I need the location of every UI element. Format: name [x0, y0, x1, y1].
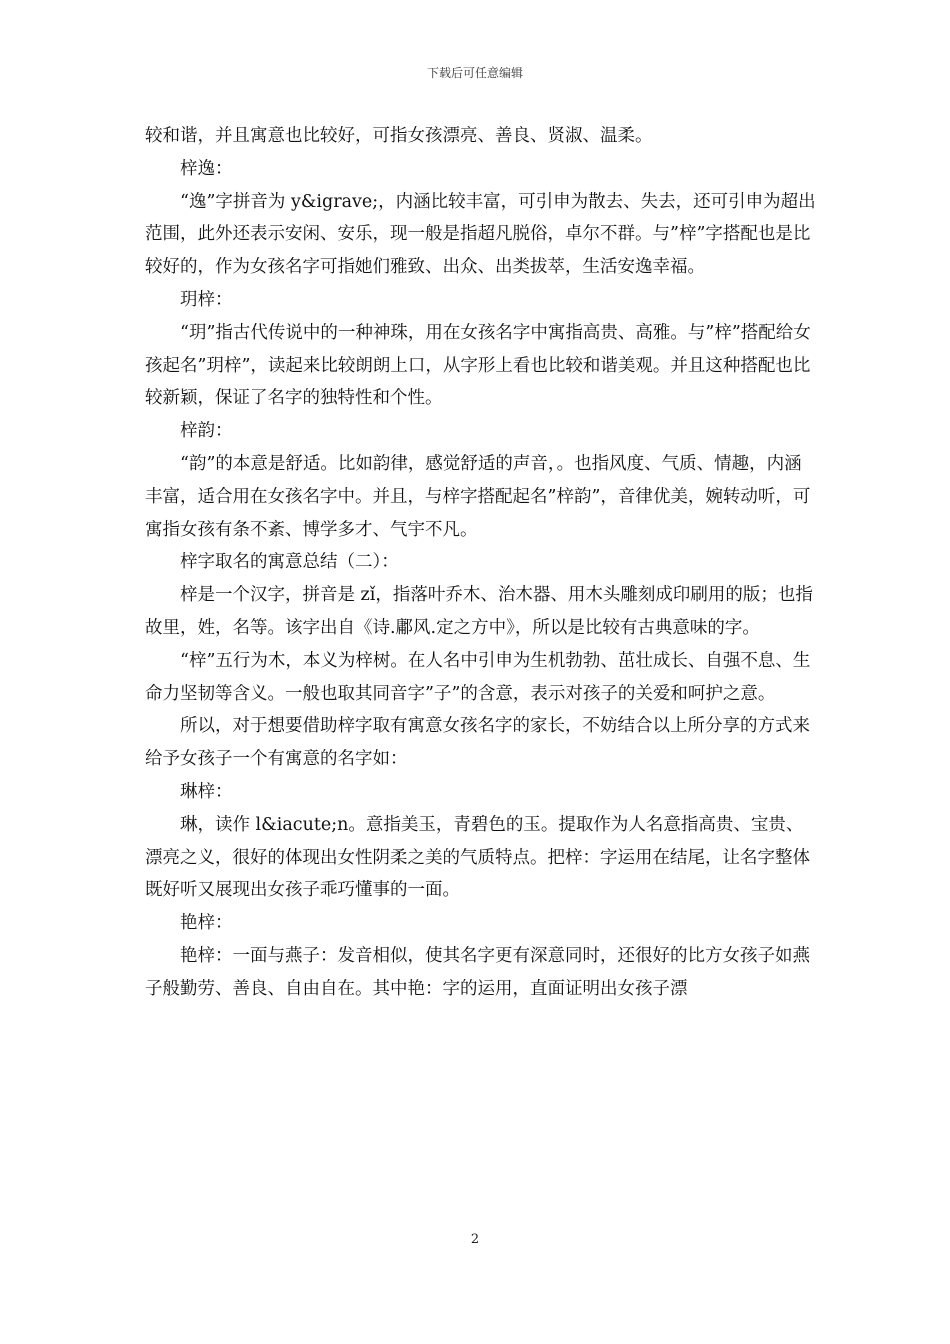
paragraph: “逸”字拼音为 y&igrave;，内涵比较丰富，可引申为散去、失去，还可引申为超出范围，此外还表示安闲、安乐，现一般是指超凡脱俗，卓尔不群。与”梓”字搭配也是比较好的，作为女孩名字可指她们雅致、出众、出类拔萃，生活安逸幸福。 — [145, 191, 816, 278]
section-heading: 梓逸： — [180, 158, 233, 179]
section-heading: 琳梓： — [180, 781, 233, 802]
paragraph: 艳梓：一面与燕子：发音相似，使其名字更有深意同时，还很好的比方女孩子如燕子般勤劳、善良、自由自在。其中艳：字的运用，直面证明出女孩子漂 — [145, 945, 810, 999]
document-body — [145, 120, 817, 1006]
page-header: 下载后可任意编辑 — [426, 66, 523, 80]
paragraph: 琳，读作 l&iacute;n。意指美玉，青碧色的玉。提取作为人名意指高贵、宝贵、漂亮之义，很好的体现出女性阴柔之美的气质特点。把梓：字运用在结尾，让名字整体既好听又展现出女孩子乖巧懂事的一面。 — [145, 814, 810, 901]
section-heading: 艳梓： — [180, 913, 233, 934]
paragraph: “玥”指古代传说中的一种神珠，用在女孩名字中寓指高贵、高雅。与”梓”搭配给女孩起名”玥梓”，读起来比较朗朗上口，从字形上看也比较和谐美观。并且这种搭配也比较新颖，保证了名字的独特性和个性。 — [145, 322, 811, 409]
paragraph: 较和谐，并且寓意也比较好，可指女孩漂亮、善良、贤淑、温柔。 — [145, 126, 653, 146]
paragraph: “梓”五行为木，本义为梓树。在人名中引申为生机勃勃、茁壮成长、自强不息、生命力坚韧等含义。一般也取其同音字”子”的含意，表示对孩子的关爱和呵护之意。 — [145, 650, 811, 704]
page-number: 2 — [470, 1232, 480, 1247]
section-heading: 梓韵： — [180, 421, 233, 442]
section-heading: 梓字取名的寓意总结（二）： — [180, 552, 399, 573]
paragraph: 所以，对于想要借助梓字取有寓意女孩名字的家长，不妨结合以上所分享的方式来给予女孩子一个有寓意的名字如： — [145, 716, 810, 770]
paragraph: 梓是一个汉字，拼音是 zǐ，指落叶乔木、治木器、用木头雕刻成印刷用的版；也指故里，姓，名等。该字出自《诗.鄘风.定之方中》，所以是比较有古典意味的字。 — [145, 585, 813, 638]
section-heading: 玥梓： — [180, 289, 233, 310]
paragraph: “韵”的本意是舒适。比如韵律，感觉舒适的声音，。也指风度、气质、情趣，内涵丰富，适合用在女孩名字中。并且，与梓字搭配起名”梓韵”，音律优美，婉转动听，可寓指女孩有条不紊、博学多才、气宇不凡。 — [145, 453, 811, 540]
